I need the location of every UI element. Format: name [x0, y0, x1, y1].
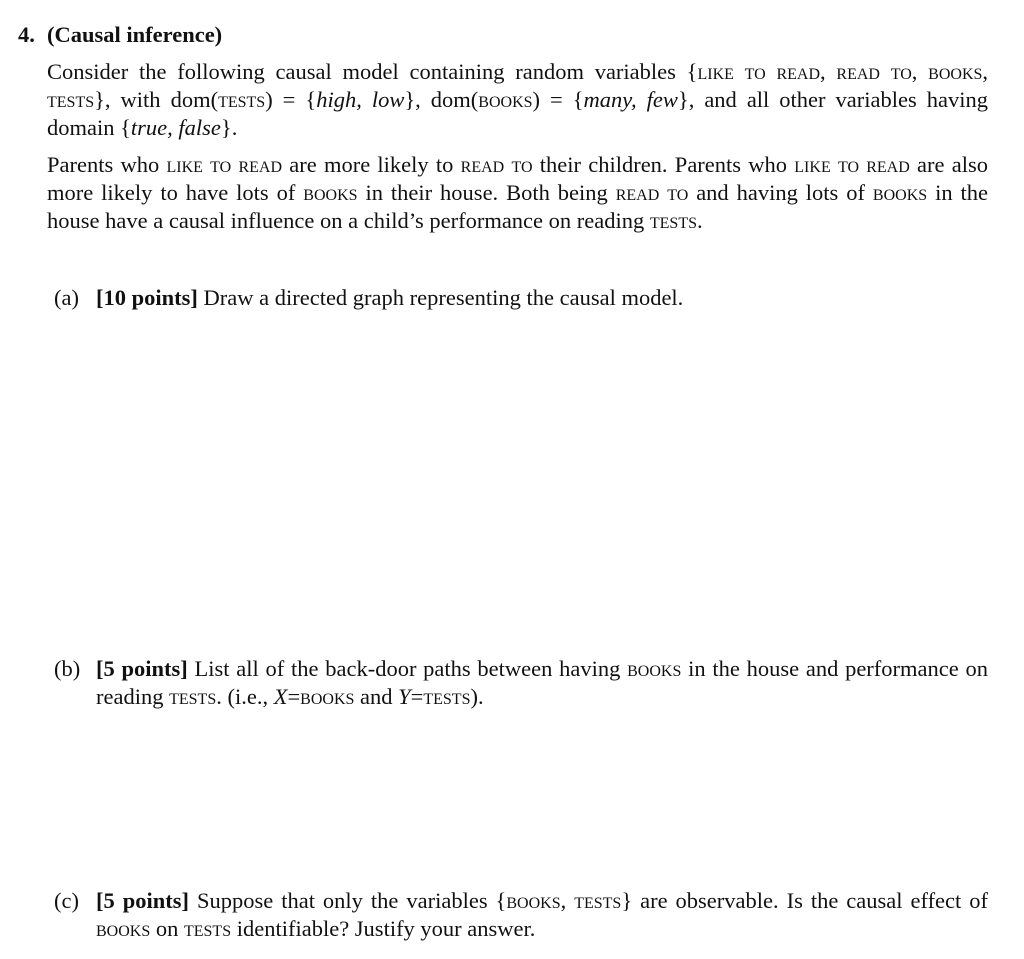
text-segment: , [560, 888, 575, 913]
variable-name: like to read [794, 152, 910, 177]
variable-name: like to read [166, 152, 282, 177]
text-segment: . [697, 208, 703, 233]
text-segment: = [410, 684, 424, 709]
text-segment: in the house and performance on reading [96, 656, 988, 709]
text-segment: Parents who [47, 152, 167, 177]
text-segment: ) = { [532, 87, 584, 112]
variable-name: tests [169, 684, 217, 709]
text-segment: ). [470, 684, 484, 709]
math-text: true, false [130, 115, 221, 140]
text-segment: . (i.e., [216, 684, 274, 709]
variable-name: books [872, 180, 928, 205]
text-segment: identifiable? Justify your answer. [231, 916, 536, 941]
text-segment: in the house have a causal influence on a child’s performance on reading [47, 180, 988, 233]
variable-name: tests [649, 208, 697, 233]
text-segment: on [150, 916, 184, 941]
problem-title: (Causal inference) [47, 22, 223, 47]
problem-heading [18, 21, 222, 49]
text-segment: and [354, 684, 399, 709]
variable-name: read to [836, 59, 912, 84]
variable-name: tests [574, 888, 622, 913]
text-segment: , [911, 59, 929, 84]
variable-name: tests [183, 916, 232, 941]
points-label: [5 points] [96, 656, 188, 681]
variable-name: tests [423, 684, 471, 709]
text-segment: , [820, 59, 837, 84]
text-segment: Draw a directed graph representing the causal model. [197, 285, 684, 310]
problem-number: 4. [18, 22, 35, 47]
question-text [96, 655, 988, 711]
text-segment: ) = { [265, 87, 317, 112]
text-segment: Consider the following causal model containing random variables { [47, 59, 698, 84]
math-text: many, few [583, 87, 678, 112]
variable-name: tests [47, 87, 95, 112]
problem-description [47, 58, 988, 142]
text-segment: }, dom( [404, 87, 479, 112]
text-segment: } are observable. Is the causal effect of [621, 888, 989, 913]
variable-name: like to read [697, 59, 821, 84]
question-text [96, 887, 988, 943]
text-segment: are more likely to [282, 152, 461, 177]
math-text: X [273, 684, 288, 709]
variable-name: read to [615, 180, 689, 205]
math-text: high, low [316, 87, 405, 112]
variable-name: books [506, 888, 561, 913]
question-text [96, 284, 988, 312]
variable-name: tests [218, 87, 266, 112]
question-a [54, 284, 988, 312]
question-label: (a) [54, 285, 79, 310]
question-c [54, 887, 988, 943]
text-segment: }, and all other variables having domain { [47, 87, 989, 140]
math-text: Y [398, 684, 411, 709]
text-segment: are also more likely to have lots of [47, 152, 988, 205]
variable-name: books [928, 59, 983, 84]
points-label: [10 points] [96, 285, 198, 310]
text-segment: Suppose that only the variables { [189, 888, 507, 913]
variable-name: books [627, 656, 682, 681]
variable-name: books [96, 916, 151, 941]
text-segment: = [287, 684, 301, 709]
text-segment: in their house. Both being [357, 180, 616, 205]
variable-name: books [478, 87, 533, 112]
question-label: (b) [54, 656, 81, 681]
variable-name: read to [460, 152, 533, 177]
variable-name: books [303, 180, 358, 205]
text-segment: }, with dom( [94, 87, 219, 112]
text-segment: List all of the back-door paths between having [187, 656, 628, 681]
question-b [54, 655, 988, 711]
text-segment: }. [220, 115, 238, 140]
variable-name: books [300, 684, 355, 709]
text-segment: their children. Parents who [532, 152, 795, 177]
question-label: (c) [54, 888, 79, 913]
text-segment: , [982, 59, 989, 84]
text-segment: and having lots of [688, 180, 873, 205]
points-label: [5 points] [96, 888, 189, 913]
problem-context [47, 151, 988, 235]
